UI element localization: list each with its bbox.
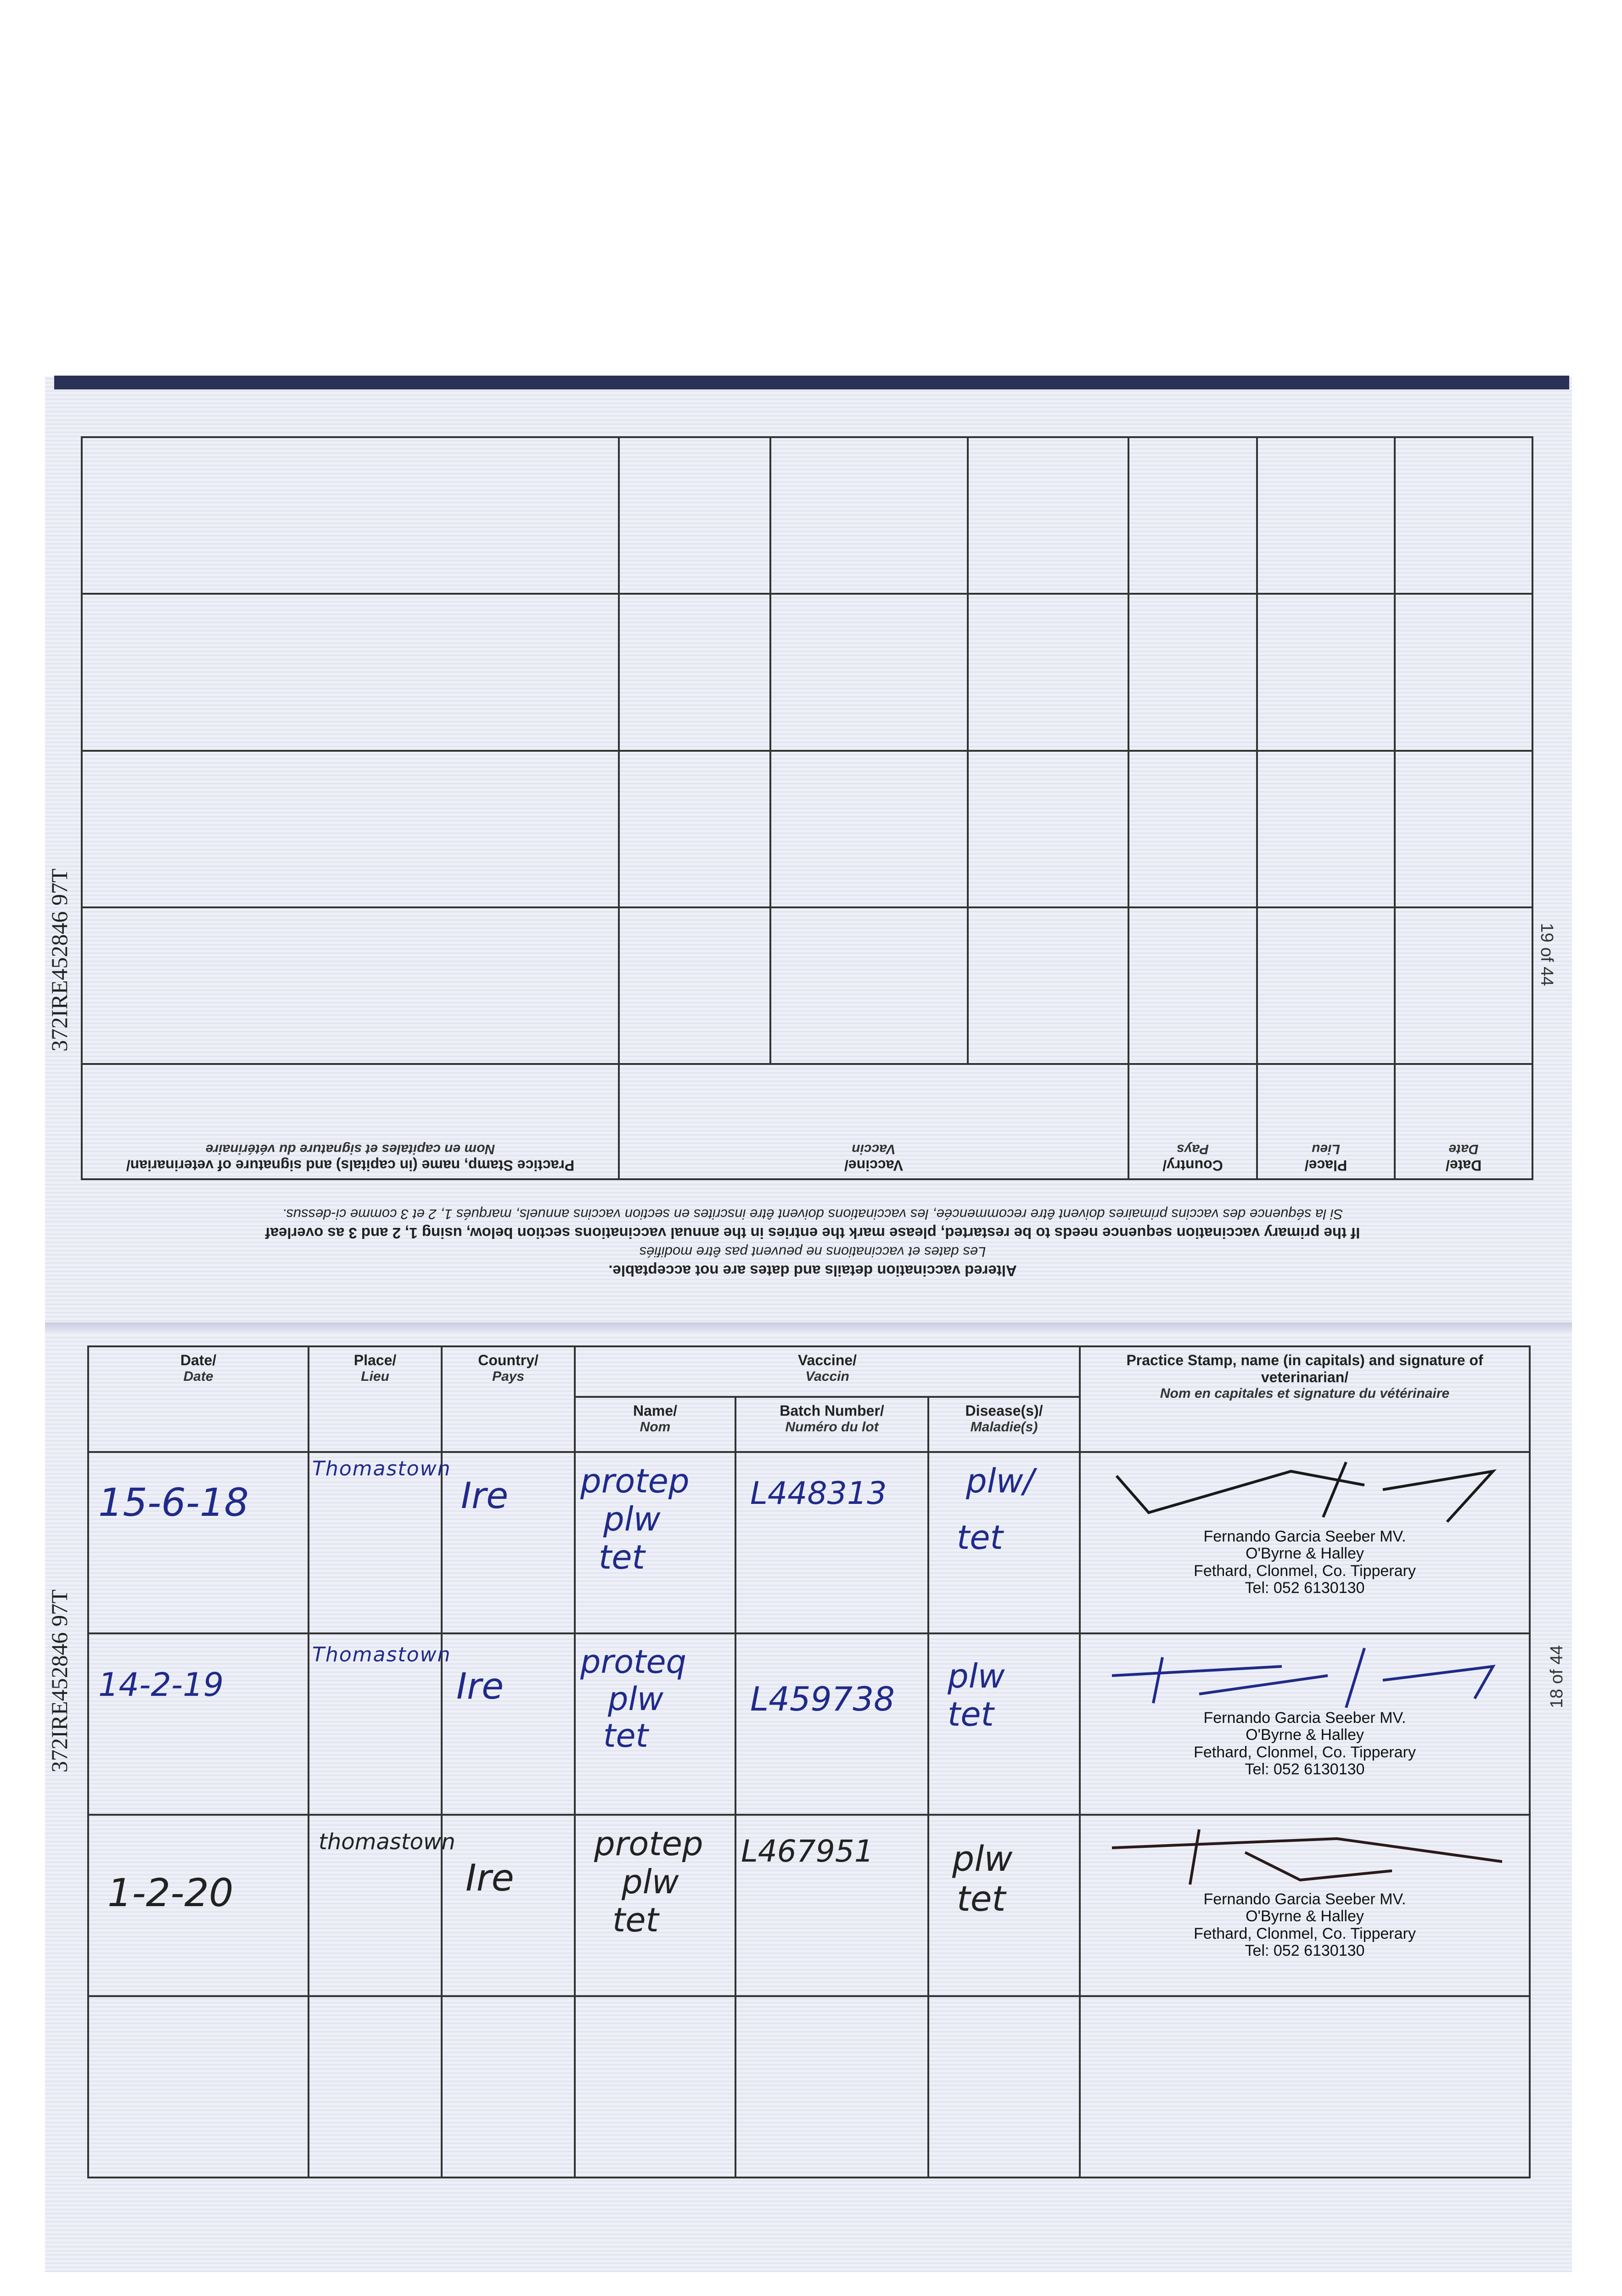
disease-cell: plw/ tet	[928, 1452, 1080, 1633]
empty-cell	[82, 751, 619, 907]
empty-cell	[1257, 437, 1395, 594]
batch-cell: L467951	[735, 1815, 928, 1996]
place-cell: Thomastown	[309, 1633, 442, 1815]
empty-cell	[309, 1996, 442, 2178]
empty-cell	[1257, 594, 1395, 750]
date-cell: 1-2-20	[88, 1815, 309, 1996]
note-restart-fr: Si la séquence des vaccins primaires doivent être recommencée, les vaccinations doivent être inscrites en section vaccins annuels, marqués 1, 2 et 3 comme ci-dessus.	[282, 1206, 1343, 1222]
empty-cell	[1128, 594, 1257, 750]
empty-cell	[1080, 1996, 1530, 2178]
page-top-border	[54, 376, 1569, 389]
table-row	[88, 1815, 1530, 1996]
empty-cell	[968, 907, 1128, 1064]
signature	[1107, 1820, 1502, 1889]
empty-cell	[770, 437, 968, 594]
header-place: Place/ Lieu	[309, 1346, 442, 1452]
note-altered-fr: Les dates et vaccinations ne peuvent pas être modifiés	[639, 1244, 986, 1260]
empty-cell	[928, 1996, 1080, 2178]
header-date: Date/ Date	[1395, 1064, 1532, 1179]
empty-cell	[1395, 907, 1532, 1064]
page-number-upper: 19 of 44	[1537, 923, 1556, 986]
empty-cell	[968, 751, 1128, 907]
country-cell: Ire	[442, 1452, 575, 1633]
empty-cell	[1395, 437, 1532, 594]
empty-cell	[619, 751, 770, 907]
signature	[1107, 1458, 1502, 1526]
batch-cell: L459738	[735, 1633, 928, 1815]
practice-stamp: Fernando Garcia Seeber MV. O'Byrne & Halley Fethard, Clonmel, Co. Tipperary Tel: 052 6130130	[1194, 1528, 1416, 1597]
practice-stamp: Fernando Garcia Seeber MV. O'Byrne & Halley Fethard, Clonmel, Co. Tipperary Tel: 052 6130130	[1194, 1709, 1416, 1778]
empty-cell	[82, 437, 619, 594]
upper-vaccination-table	[83, 436, 1533, 1180]
disease-cell: plw tet	[928, 1633, 1080, 1815]
vaccine-name-cell: protep plw tet	[575, 1815, 735, 1996]
empty-cell	[968, 594, 1128, 750]
empty-cell	[82, 907, 619, 1064]
empty-cell	[1395, 751, 1532, 907]
stamp-cell	[1080, 1815, 1530, 1996]
empty-cell	[770, 907, 968, 1064]
disease-cell: plw tet	[928, 1815, 1080, 1996]
stamp-cell	[1080, 1452, 1530, 1633]
document-id-lower: 372IRE452846 97T	[46, 1589, 72, 1773]
header-batch: Batch Number/ Numéro du lot	[735, 1397, 928, 1452]
header-disease: Disease(s)/ Maladie(s)	[928, 1397, 1080, 1452]
table-row	[88, 1996, 1530, 2178]
header-country: Country/ Pays	[1128, 1064, 1257, 1179]
empty-cell	[1128, 907, 1257, 1064]
empty-cell	[619, 594, 770, 750]
empty-cell	[442, 1996, 575, 2178]
practice-stamp: Fernando Garcia Seeber MV. O'Byrne & Halley Fethard, Clonmel, Co. Tipperary Tel: 052 6130130	[1194, 1891, 1416, 1960]
empty-cell	[82, 594, 619, 750]
header-stamp: Practice Stamp, name (in capitals) and signature of veterinarian/ Nom en capitales et signature du vétérinaire	[82, 1064, 619, 1179]
page-number-lower: 18 of 44	[1547, 1645, 1566, 1708]
document-id-upper: 372IRE452846 97T	[46, 868, 72, 1052]
place-cell: thomastown	[309, 1815, 442, 1996]
empty-cell	[770, 751, 968, 907]
table-row	[88, 1452, 1530, 1633]
empty-cell	[1257, 907, 1395, 1064]
vaccine-name-cell: proteq plw tet	[575, 1633, 735, 1815]
date-cell: 14-2-19	[88, 1633, 309, 1815]
empty-cell	[575, 1996, 735, 2178]
signature	[1107, 1639, 1502, 1708]
header-place: Place/ Lieu	[1257, 1064, 1395, 1179]
stamp-cell	[1080, 1633, 1530, 1815]
note-restart-en: If the primary vaccination sequence needs to be restarted, please mark the entries in the annual vaccinations section below, using 1, 2 and 3 as overleaf	[265, 1225, 1360, 1242]
date-cell: 15-6-18	[88, 1452, 309, 1633]
country-cell: Ire	[442, 1633, 575, 1815]
empty-cell	[1128, 437, 1257, 594]
empty-cell	[619, 907, 770, 1064]
empty-cell	[1395, 594, 1532, 750]
table-row	[88, 1633, 1530, 1815]
empty-cell	[968, 437, 1128, 594]
empty-cell	[1128, 751, 1257, 907]
empty-cell	[88, 1996, 309, 2178]
header-vaccine: Vaccine/ Vaccin	[619, 1064, 1128, 1179]
empty-cell	[1257, 751, 1395, 907]
lower-vaccination-table	[87, 1345, 1529, 2085]
empty-cell	[770, 594, 968, 750]
empty-cell	[735, 1996, 928, 2178]
batch-cell: L448313	[735, 1452, 928, 1633]
header-stamp: Practice Stamp, name (in capitals) and signature of veterinarian/ Nom en capitales et signature du vétérinaire	[1080, 1346, 1530, 1452]
vaccine-name-cell: protep plw tet	[575, 1452, 735, 1633]
header-country: Country/ Pays	[442, 1346, 575, 1452]
country-cell: Ire	[442, 1815, 575, 1996]
note-altered-en: Altered vaccination details and dates are not acceptable.	[608, 1262, 1017, 1279]
page-fold	[45, 1322, 1572, 1336]
header-vaccine: Vaccine/ Vaccin	[575, 1346, 1080, 1397]
empty-cell	[619, 437, 770, 594]
vaccination-notes	[110, 1199, 1515, 1281]
header-date: Date/ Date	[88, 1346, 309, 1452]
place-cell: Thomastown	[309, 1452, 442, 1633]
header-name: Name/ Nom	[575, 1397, 735, 1452]
